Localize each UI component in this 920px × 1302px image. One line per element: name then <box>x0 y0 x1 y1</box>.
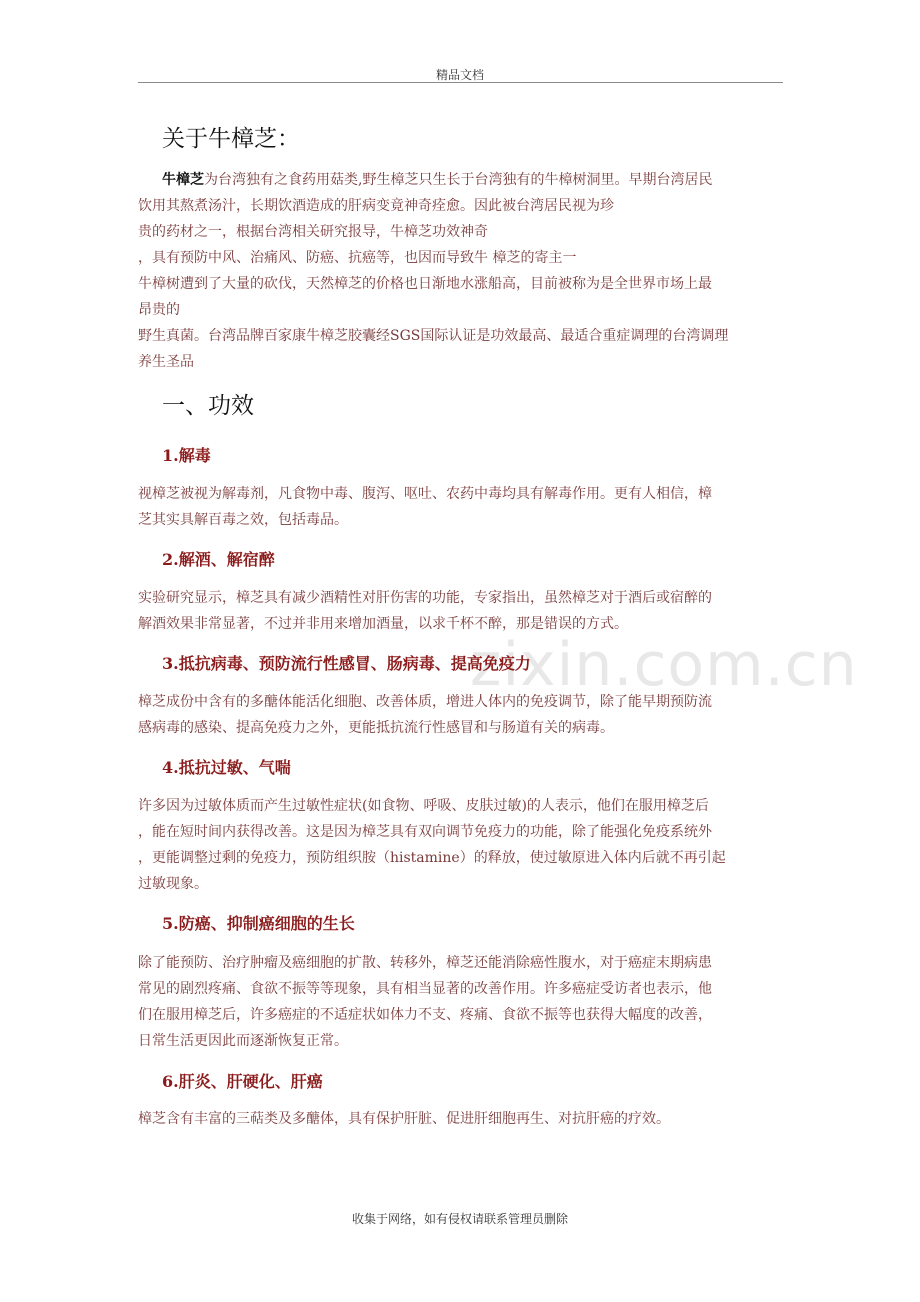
intro-line-6: 野生真菌。台湾品牌百家康牛樟芝胶囊经SGS国际认证是功效最高、最适合重症调理的台湾调理 <box>138 328 729 344</box>
item-heading-3: 3.抵抗病毒、预防流行性感冒、肠病毒、提高免疫力 <box>162 654 531 673</box>
watermark: zixin.com.cn <box>470 630 858 700</box>
header-divider <box>138 82 783 83</box>
item-paragraph-2: 实验研究显示，樟芝具有减少酒精性对肝伤害的功能，专家指出，虽然樟芝对于酒后或宿醉的 解酒效果非常显著，不过并非用来增加酒量，以求千杯不醉，那是错误的方式。 <box>138 590 712 632</box>
intro-line-0: 牛樟芝为台湾独有之食药用菇类,野生樟芝只生长于台湾独有的牛樟树洞里。早期台湾居民 <box>162 172 713 188</box>
section-title: 一、功效 <box>162 393 254 419</box>
intro-line-3: ，具有预防中风、治痛风、防癌、抗癌等，也因而导致牛 樟芝的寄主一 <box>138 250 577 266</box>
page-header: 精品文档 <box>435 68 484 82</box>
intro-lead: 牛樟芝 <box>162 172 204 188</box>
intro-line-2: 贵的药材之一，根据台湾相关研究报导，牛樟芝功效神奇 <box>138 224 488 240</box>
item-paragraph-5: 除了能预防、治疗肿瘤及癌细胞的扩散、转移外，樟芝还能消除癌性腹水，对于癌症末期病患 常见的剧烈疼痛、食欲不振等等现象，具有相当显著的改善作用。许多癌症受访者也表示，他 们在服用樟芝后，许多癌症的不适症状如体力不支、疼痛、食欲不振等也获得大幅度的改善， 日常生活更因此而逐渐恢复正常。 <box>138 955 712 1049</box>
page-footer: 收集于网络，如有侵权请联系管理员删除 <box>351 1212 568 1226</box>
intro-line-1: 饮用其熬煮汤汁，长期饮酒造成的肝病变竟神奇痊愈。因此被台湾居民视为珍 <box>138 198 614 214</box>
intro-paragraph <box>138 167 783 375</box>
item-paragraph-4: 许多因为过敏体质而产生过敏性症状(如食物、呼吸、皮肤过敏)的人表示，他们在服用樟芝后 ，能在短时间内获得改善。这是因为樟芝具有双向调节免疫力的功能，除了能强化免疫系统外 ，更能调整过剩的免疫力，预防组织胺（histamine）的释放，使过敏原进入体内后就不再引起 过敏现象。 <box>138 798 726 892</box>
item-paragraph-1: 视樟芝被视为解毒剂，凡食物中毒、腹泻、呕吐、农药中毒均具有解毒作用。更有人相信，樟 芝其实具解百毒之效，包括毒品。 <box>138 486 712 528</box>
item-paragraph-6: 樟芝含有丰富的三萜类及多醣体，具有保护肝脏、促进肝细胞再生、对抗肝癌的疗效。 <box>138 1111 670 1127</box>
item-heading-4: 4.抵抗过敏、气喘 <box>162 758 291 777</box>
intro-title: 关于牛樟芝： <box>162 126 300 152</box>
intro-line-4: 牛樟树遭到了大量的砍伐，天然樟芝的价格也日渐地水涨船高，目前被称为是全世界市场上最 <box>138 276 712 292</box>
intro-line-5: 昂贵的 <box>138 302 180 318</box>
item-heading-1: 1.解毒 <box>162 446 211 465</box>
item-heading-6: 6.肝炎、肝硬化、肝癌 <box>162 1072 323 1091</box>
item-paragraph-3: 樟芝成份中含有的多醣体能活化细胞、改善体质，增进人体内的免疫调节，除了能早期预防流 感病毒的感染、提高免疫力之外，更能抵抗流行性感冒和与肠道有关的病毒。 <box>138 694 712 736</box>
item-heading-5: 5.防癌、抑制癌细胞的生长 <box>162 914 355 933</box>
intro-line-7: 养生圣品 <box>138 354 194 370</box>
item-heading-2: 2.解酒、解宿醉 <box>162 550 275 569</box>
